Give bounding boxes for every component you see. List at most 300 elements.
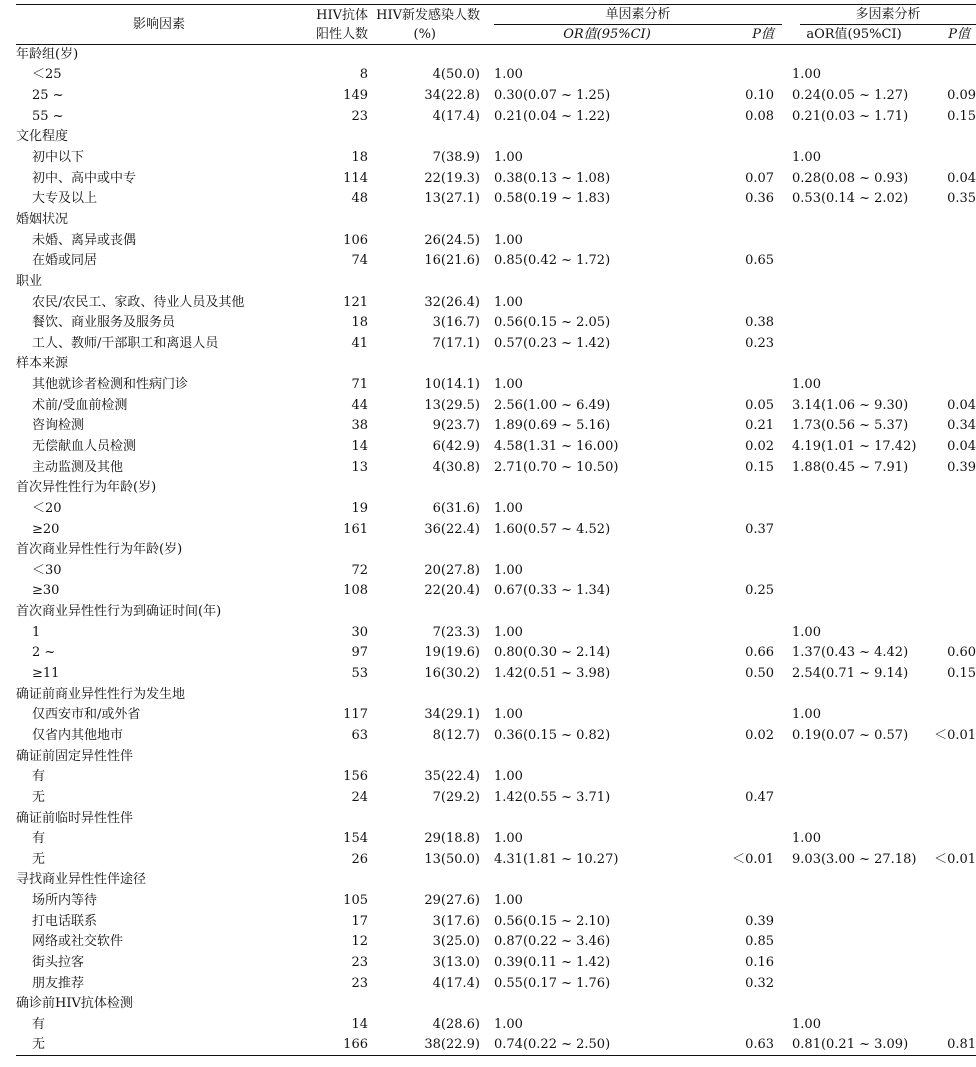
p-value: 0.65: [745, 253, 775, 269]
hiv-positive-count: 18: [351, 315, 368, 331]
p-value: 0.37: [745, 521, 775, 537]
category-filler: [302, 808, 976, 829]
factor-level: ＜30: [32, 562, 62, 578]
or-ci: 1.42(0.55 ~ 3.71): [494, 789, 611, 805]
or-ci: 1.60(0.57 ~ 4.52): [494, 521, 611, 537]
hiv-positive-count: 38: [351, 418, 368, 434]
table-row: [16, 519, 976, 540]
p-value: [720, 622, 782, 643]
factor-level: 无偿献血人员检测: [32, 438, 137, 454]
or-ci: 0.38(0.13 ~ 1.08): [494, 170, 611, 186]
header-hiv-positive: [302, 5, 368, 45]
factor-level: 有: [32, 1016, 46, 1032]
aor-ci: [782, 973, 908, 994]
table-row: [16, 891, 976, 912]
new-infection-count: 16(30.2): [424, 666, 480, 682]
new-infection-count: 34(22.8): [424, 88, 480, 104]
p-value: 0.63: [720, 1035, 782, 1056]
new-infection-count: 16(21.6): [424, 253, 480, 269]
header-multivariate: [782, 5, 976, 26]
aor-ci: [782, 767, 908, 788]
table-row: [16, 189, 976, 210]
hiv-positive-count: 23: [351, 108, 368, 124]
aor-ci: [782, 230, 908, 251]
p-value-multi: 0.04: [947, 397, 976, 413]
category-label: 确证前商业异性性行为发生地: [16, 686, 186, 702]
or-ci: 1.42(0.51 ~ 3.98): [494, 666, 611, 682]
table-row: [16, 767, 976, 788]
p-value-multi: [908, 705, 976, 726]
or-ci: 4.31(1.81 ~ 10.27): [494, 851, 619, 867]
factor-level: 仅西安市和/或外省: [32, 707, 141, 723]
table-row: [16, 395, 976, 416]
p-value: 0.10: [745, 88, 775, 104]
or-ci: 0.36(0.15 ~ 0.82): [494, 727, 611, 743]
new-infection-count: 10(14.1): [424, 377, 480, 393]
category-filler: [302, 127, 976, 148]
p-value: 0.47: [745, 789, 775, 805]
category-row: [16, 684, 976, 705]
header-hiv-positive-line2: 阳性人数: [315, 26, 368, 42]
hiv-positive-count: 154: [343, 831, 368, 847]
header-p-value: P值: [720, 25, 782, 45]
factor-level: ＜20: [32, 500, 62, 516]
new-infection-count: 3(13.0): [432, 955, 480, 970]
or-ci: 0.67(0.33 ~ 1.34): [494, 583, 611, 599]
p-value: 0.66: [745, 645, 775, 661]
table-row: [16, 437, 976, 458]
factor-level: 大专及以上: [32, 191, 98, 207]
hiv-positive-count: 24: [351, 789, 368, 805]
aor-ci: 1.73(0.56 ~ 5.37): [792, 418, 909, 434]
category-label: 文化程度: [16, 129, 69, 145]
p-value-multi: 0.39: [947, 459, 976, 475]
table-row: [16, 1035, 976, 1056]
hiv-positive-count: 48: [351, 191, 368, 207]
aor-ci: [782, 561, 908, 582]
new-infection-count: 9(23.7): [432, 418, 480, 434]
table-row: [16, 1015, 976, 1036]
category-filler: [302, 602, 976, 623]
hiv-positive-count: 71: [351, 377, 368, 393]
hiv-positive-count: 105: [343, 893, 368, 909]
p-value-multi: [908, 788, 976, 809]
factor-level: 术前/受血前检测: [32, 397, 128, 413]
or-ci: 0.56(0.15 ~ 2.05): [494, 315, 611, 331]
hiv-positive-count: 14: [351, 438, 368, 454]
table-row: [16, 86, 976, 107]
new-infection-count: 20(27.8): [424, 562, 480, 578]
table-header: [16, 5, 976, 45]
new-infection-count: 8(12.7): [432, 727, 480, 743]
aor-ci: 1.00: [792, 707, 821, 723]
aor-ci: [782, 581, 908, 602]
factor-level: 2 ~: [32, 645, 56, 661]
p-value-multi: [908, 829, 976, 850]
p-value-multi: [908, 499, 976, 520]
hiv-positive-count: 18: [351, 150, 368, 166]
aor-ci: 0.81(0.21 ~ 3.09): [782, 1035, 908, 1056]
p-value: [720, 767, 782, 788]
or-ci: 0.87(0.22 ~ 3.46): [494, 934, 611, 950]
new-infection-count: 3(16.7): [432, 315, 480, 331]
factor-level: 有: [32, 831, 46, 847]
hiv-positive-count: 149: [343, 88, 368, 104]
hiv-positive-count: 108: [343, 583, 368, 599]
aor-ci: [782, 788, 908, 809]
factor-level: 无: [16, 1035, 302, 1056]
header-univariate: [480, 5, 782, 26]
aor-ci: 1.00: [792, 150, 821, 166]
table-row: [16, 106, 976, 127]
new-infection-count: 7(29.2): [432, 789, 480, 805]
hiv-positive-count: 14: [351, 1016, 368, 1032]
aor-ci: 3.14(1.06 ~ 9.30): [792, 397, 909, 413]
category-row: [16, 478, 976, 499]
aor-ci: 0.24(0.05 ~ 1.27): [792, 88, 909, 104]
hiv-positive-count: 17: [351, 913, 368, 929]
factor-level: 1: [32, 624, 41, 640]
hiv-positive-count: 72: [351, 562, 368, 578]
aor-ci: 1.00: [792, 67, 821, 83]
p-value: 0.16: [745, 955, 775, 970]
p-value-multi: 0.04: [947, 438, 976, 454]
p-value-multi: [908, 932, 976, 953]
aor-ci: [782, 292, 908, 313]
category-row: [16, 602, 976, 623]
p-value-multi: 0.60: [947, 645, 976, 661]
aor-ci: [782, 251, 908, 272]
aor-ci: 1.00: [792, 831, 821, 847]
p-value: 0.36: [745, 191, 775, 207]
or-ci: 1.00: [494, 831, 523, 847]
p-value: [720, 292, 782, 313]
new-infection-count: 7(38.9): [432, 150, 480, 166]
factor-level: ≥30: [32, 583, 60, 599]
p-value: ＜0.01: [732, 851, 775, 867]
new-infection-count: 7(23.3): [432, 624, 480, 640]
p-value: 0.50: [745, 666, 775, 682]
aor-ci: 0.19(0.07 ~ 0.57): [792, 727, 909, 743]
or-ci: 0.85(0.42 ~ 1.72): [494, 253, 611, 269]
factor-level: 初中以下: [32, 150, 85, 166]
factor-level: 工人、教师/干部职工和离退人员: [32, 335, 219, 351]
hiv-positive-count: 121: [343, 294, 368, 310]
category-label: 确诊前HIV抗体检测: [16, 996, 133, 1012]
header-univariate-label: 单因素分析: [494, 6, 782, 25]
category-row: [16, 45, 976, 66]
new-infection-count: 3(17.6): [432, 913, 480, 929]
hiv-positive-count: 161: [343, 521, 368, 537]
or-ci: 1.00: [494, 893, 523, 909]
hiv-positive-count: 106: [343, 232, 368, 248]
table-row: [16, 292, 976, 313]
aor-ci: [782, 313, 908, 334]
or-ci: 0.55(0.17 ~ 1.76): [494, 975, 611, 991]
or-ci: 0.80(0.30 ~ 2.14): [494, 645, 611, 661]
category-label: 首次商业异性性行为年龄(岁): [16, 542, 183, 558]
aor-ci: [782, 953, 908, 974]
p-value: 0.15: [745, 459, 775, 475]
or-ci: 1.00: [494, 624, 523, 640]
factor-level: 农民/农民工、家政、待业人员及其他: [32, 294, 245, 310]
p-value: 0.38: [745, 315, 775, 331]
header-multivariate-label: 多因素分析: [800, 6, 976, 25]
factor-level: 其他就诊者检测和性病门诊: [32, 377, 189, 393]
p-value-multi: [908, 333, 976, 354]
or-ci: 1.00: [494, 707, 523, 723]
category-filler: [302, 994, 976, 1015]
or-ci: 0.30(0.07 ~ 1.25): [494, 88, 611, 104]
table-body: [16, 45, 976, 1056]
factor-level: 未婚、离异或丧偶: [32, 232, 137, 248]
header-or-ci: OR值(95%CI): [480, 25, 720, 45]
hiv-positive-count: 44: [351, 397, 368, 413]
p-value: [720, 499, 782, 520]
category-row: [16, 808, 976, 829]
aor-ci: [782, 519, 908, 540]
factor-level: 街头拉客: [32, 955, 85, 970]
hiv-positive-count: 13: [351, 459, 368, 475]
p-value: [720, 230, 782, 251]
hiv-positive-count: 74: [351, 253, 368, 269]
new-infection-count: 19(19.6): [424, 645, 480, 661]
hiv-positive-count: 166: [328, 1035, 368, 1056]
table-row: [16, 375, 976, 396]
category-row: [16, 354, 976, 375]
table-row: [16, 622, 976, 643]
new-infection-count: 4(28.6): [432, 1016, 480, 1032]
p-value-multi: 0.34: [947, 418, 976, 434]
header-hiv-positive-line1: HIV抗体: [316, 7, 368, 23]
factor-level: 网络或社交软件: [32, 934, 124, 950]
p-value: 0.32: [745, 975, 775, 991]
or-ci: 1.00: [494, 232, 523, 248]
category-filler: [302, 540, 976, 561]
p-value-multi: 0.04: [947, 170, 976, 186]
category-row: [16, 870, 976, 891]
table-row: [16, 457, 976, 478]
hiv-positive-count: 23: [351, 955, 368, 970]
p-value: 0.21: [745, 418, 775, 434]
table-row: [16, 829, 976, 850]
new-infection-count: 3(25.0): [432, 934, 480, 950]
aor-ci: [782, 932, 908, 953]
aor-ci: [782, 891, 908, 912]
new-infection-count: 4(17.4): [432, 975, 480, 991]
p-value-multi: ＜0.01: [934, 727, 976, 743]
factor-level: 25 ~: [32, 88, 64, 104]
hiv-positive-count: 19: [351, 500, 368, 516]
p-value-multi: [908, 581, 976, 602]
category-label: 寻找商业异性性伴途径: [16, 872, 147, 888]
p-value: 0.39: [745, 913, 775, 929]
aor-ci: 1.88(0.45 ~ 7.91): [792, 459, 909, 475]
p-value: [720, 561, 782, 582]
or-ci: 0.74(0.22 ~ 2.50): [480, 1035, 720, 1056]
category-label: 样本来源: [16, 356, 69, 372]
aor-ci: 4.19(1.01 ~ 17.42): [792, 438, 917, 454]
hiv-positive-count: 97: [351, 645, 368, 661]
new-infection-count: 13(29.5): [424, 397, 480, 413]
new-infection-count: 32(26.4): [424, 294, 480, 310]
table-row: [16, 561, 976, 582]
category-label: 年龄组(岁): [16, 47, 79, 63]
factor-level: ≥11: [32, 666, 60, 682]
category-row: [16, 272, 976, 293]
p-value: [720, 891, 782, 912]
p-value: 0.23: [745, 335, 775, 351]
p-value: [720, 705, 782, 726]
new-infection-count: 13(27.1): [424, 191, 480, 207]
aor-ci: 0.28(0.08 ~ 0.93): [792, 170, 909, 186]
new-infection-count: 36(22.4): [424, 521, 480, 537]
p-value-multi: [908, 767, 976, 788]
p-value-multi: [908, 148, 976, 169]
or-ci: 1.00: [494, 377, 523, 393]
aor-ci: 9.03(3.00 ~ 27.18): [792, 851, 917, 867]
p-value-multi: 0.15: [947, 108, 976, 124]
factor-level: 朋友推荐: [32, 975, 85, 991]
factor-level: 初中、高中或中专: [32, 170, 137, 186]
category-label: 职业: [16, 273, 43, 289]
or-ci: 1.00: [494, 500, 523, 516]
aor-ci: 2.54(0.71 ~ 9.14): [792, 666, 909, 682]
aor-ci: 1.37(0.43 ~ 4.42): [792, 645, 909, 661]
category-label: 首次异性性行为年龄(岁): [16, 480, 157, 496]
header-factor: 影响因素: [16, 5, 302, 45]
p-value-multi: [908, 891, 976, 912]
p-value-multi: [908, 561, 976, 582]
table-row: [16, 581, 976, 602]
table-row: [16, 251, 976, 272]
or-ci: 1.89(0.69 ~ 5.16): [494, 418, 611, 434]
p-value: 0.05: [745, 397, 775, 413]
factor-level: 55 ~: [32, 108, 64, 124]
p-value: 0.85: [745, 934, 775, 950]
new-infection-count: 34(29.1): [424, 707, 480, 723]
hiv-positive-count: 8: [359, 67, 368, 83]
new-infection-count: 4(17.4): [432, 108, 480, 124]
or-ci: 0.57(0.23 ~ 1.42): [494, 335, 611, 351]
p-value: [720, 148, 782, 169]
table-row: [16, 313, 976, 334]
new-infection-count: 6(31.6): [432, 500, 480, 516]
table-row: [16, 953, 976, 974]
aor-ci: 0.53(0.14 ~ 2.02): [792, 191, 909, 207]
table-row: [16, 65, 976, 86]
category-label: 确证前临时异性性伴: [16, 810, 134, 826]
new-infection-count: 6(42.9): [432, 438, 480, 454]
new-infection-count: 29(18.8): [424, 831, 480, 847]
hiv-positive-count: 12: [351, 934, 368, 950]
p-value-multi: [908, 375, 976, 396]
new-infection-count: 13(50.0): [424, 851, 480, 867]
p-value-multi: [908, 313, 976, 334]
table-row: [16, 416, 976, 437]
p-value-multi: [908, 292, 976, 313]
p-value: 0.07: [745, 170, 775, 186]
factor-level: 餐饮、商业服务及服务员: [32, 315, 176, 331]
header-new-infection-line1: HIV新发感染人数: [376, 7, 480, 23]
category-filler: [302, 870, 976, 891]
or-ci: 1.00: [494, 562, 523, 578]
or-ci: 1.00: [494, 67, 523, 83]
aor-ci: 0.21(0.03 ~ 1.71): [792, 108, 909, 124]
factor-level: 无: [32, 789, 46, 805]
new-infection-count: 26(24.5): [424, 232, 480, 248]
new-infection-count: 4(30.8): [432, 459, 480, 475]
hiv-positive-count: 53: [351, 666, 368, 682]
new-infection-count: 4(50.0): [432, 67, 480, 83]
new-infection-count: 22(19.3): [424, 170, 480, 186]
table-row: [16, 148, 976, 169]
p-value: 0.02: [745, 438, 775, 454]
p-value-multi: [908, 230, 976, 251]
category-filler: [302, 210, 976, 231]
p-value-multi: [908, 911, 976, 932]
aor-ci: 1.00: [792, 1016, 821, 1032]
p-value-multi: ＜0.01: [934, 851, 976, 867]
category-row: [16, 210, 976, 231]
p-value-multi: [908, 1015, 976, 1036]
category-filler: [302, 45, 976, 66]
factor-level: 场所内等待: [32, 893, 98, 909]
hiv-positive-count: 63: [351, 727, 368, 743]
table-row: [16, 230, 976, 251]
category-filler: [302, 746, 976, 767]
factor-level: 在婚或同居: [32, 253, 98, 269]
header-p-value-multi: P值: [908, 25, 976, 45]
p-value: 0.25: [745, 583, 775, 599]
category-row: [16, 540, 976, 561]
header-new-infection-line2: (%): [413, 26, 436, 42]
table-row: [16, 499, 976, 520]
factor-level: 无: [32, 851, 46, 867]
p-value: [720, 65, 782, 86]
table-row: [16, 333, 976, 354]
table-row: [16, 788, 976, 809]
or-ci: 0.56(0.15 ~ 2.10): [494, 913, 611, 929]
p-value-multi: 0.35: [947, 191, 976, 207]
category-filler: [302, 354, 976, 375]
or-ci: 1.00: [494, 769, 523, 785]
p-value-multi: 0.81: [908, 1035, 976, 1056]
p-value-multi: [908, 519, 976, 540]
p-value: [720, 1015, 782, 1036]
category-row: [16, 746, 976, 767]
table-row: [16, 932, 976, 953]
category-row: [16, 994, 976, 1015]
category-filler: [302, 684, 976, 705]
p-value-multi: [908, 622, 976, 643]
p-value: [720, 829, 782, 850]
category-label: 首次商业异性性行为到确证时间(年): [16, 604, 222, 620]
table-row: [16, 973, 976, 994]
new-infection-count: 22(20.4): [424, 583, 480, 599]
category-label: 确证前固定异性性伴: [16, 748, 134, 764]
aor-ci: [782, 911, 908, 932]
or-ci: 1.00: [494, 294, 523, 310]
table-row: [16, 911, 976, 932]
new-infection-count: 7(17.1): [432, 335, 480, 351]
p-value-multi: [908, 251, 976, 272]
new-infection-count: 29(27.6): [424, 893, 480, 909]
p-value-multi: [908, 65, 976, 86]
or-ci: 0.39(0.11 ~ 1.42): [494, 955, 611, 970]
p-value-multi: 0.09: [947, 88, 976, 104]
hiv-positive-count: 23: [351, 975, 368, 991]
